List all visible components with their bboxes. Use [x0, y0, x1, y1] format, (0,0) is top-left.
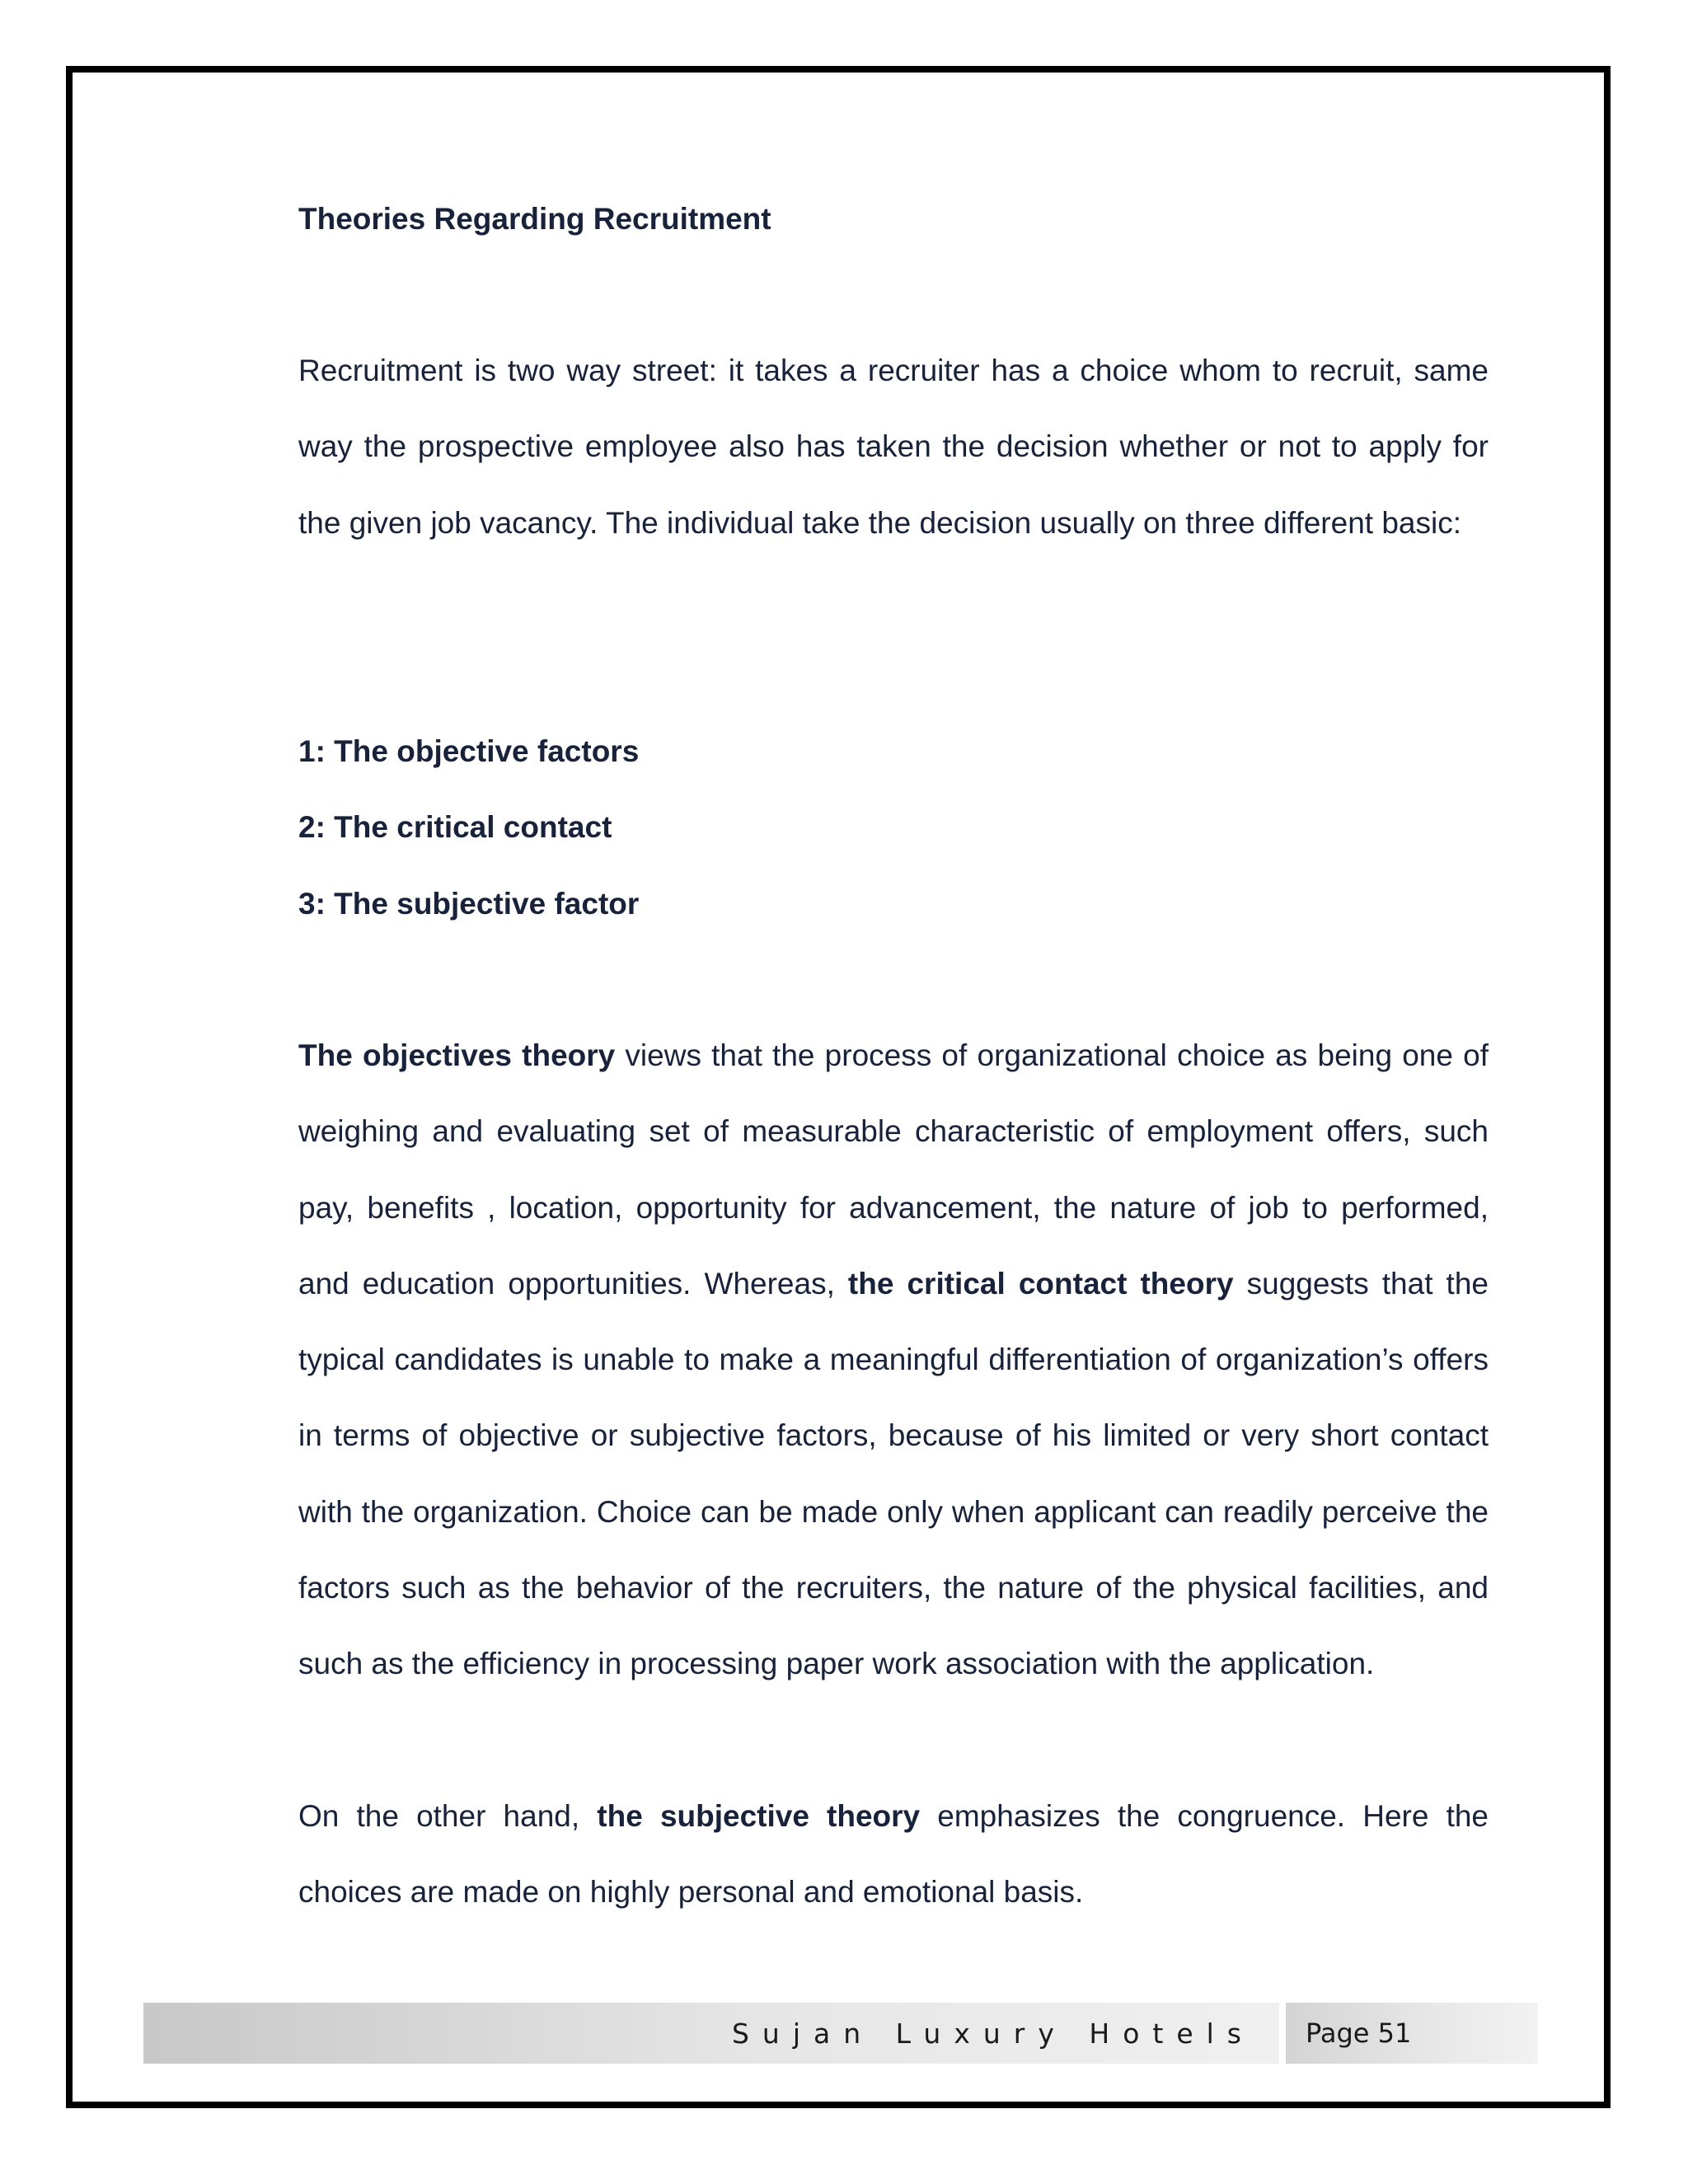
factor-item-critical-contact: 2: The critical contact [298, 810, 612, 845]
factor-list [298, 714, 639, 942]
footer-page-number: 51 [1377, 2018, 1412, 2049]
subjective-theory-text: emphasizes the congruence. Here the choices are made on highly personal and emotional basis. [298, 1799, 1489, 1910]
document-title: Theories Regarding Recruitment [298, 202, 771, 236]
footer-company-name: Sujan Luxury Hotels [731, 2017, 1254, 2050]
factor-item-subjective: 3: The subjective factor [298, 886, 640, 921]
critical-contact-theory-text: suggests that the typical candidates is unable to make a meaningful differentiation of organization’s offers in terms of objective or subjective factors, because of his limited or very short contact with the organization. Choice can be made only when applicant can readily perceive the factors such as the behavior of the recruiters, the nature of the physical facilities, and such as the efficiency in processing paper work association with the application. [298, 1266, 1489, 1681]
intro-paragraph: Recruitment is two way street: it takes a recruiter has a choice whom to recruit, same way the prospective employee also has taken the decision whether or not to apply for the given job vacancy. The individual take the decision usually on three different basic: [298, 354, 1489, 540]
footer-page-indicator [1306, 2018, 1411, 2049]
subjective-theory-lead: On the other hand, [298, 1799, 598, 1833]
subjective-theory-term: the subjective theory [597, 1799, 921, 1833]
footer-company-band [143, 2003, 1279, 2064]
objective-theory-text: views that the process of organizational choice as being one of weighing and evaluating set of measurable characteristic of employment offers, such pay, benefits , location, opportunity for advancement, the nature of job to performed, and education opportunities. Whereas, [298, 1038, 1489, 1301]
factor-item-objective: 1: The objective factors [298, 734, 640, 768]
footer-page-band [1286, 2003, 1538, 2064]
critical-contact-theory-term: the critical contact theory [847, 1266, 1234, 1301]
subjective-theory-paragraph [298, 1779, 1489, 1931]
footer-page-label: Page [1306, 2018, 1370, 2049]
objective-theory-paragraph [298, 1018, 1489, 1703]
footer-divider [1279, 2003, 1286, 2064]
objective-theory-term: The objectives theory [298, 1038, 616, 1072]
page-footer [143, 2003, 1538, 2064]
